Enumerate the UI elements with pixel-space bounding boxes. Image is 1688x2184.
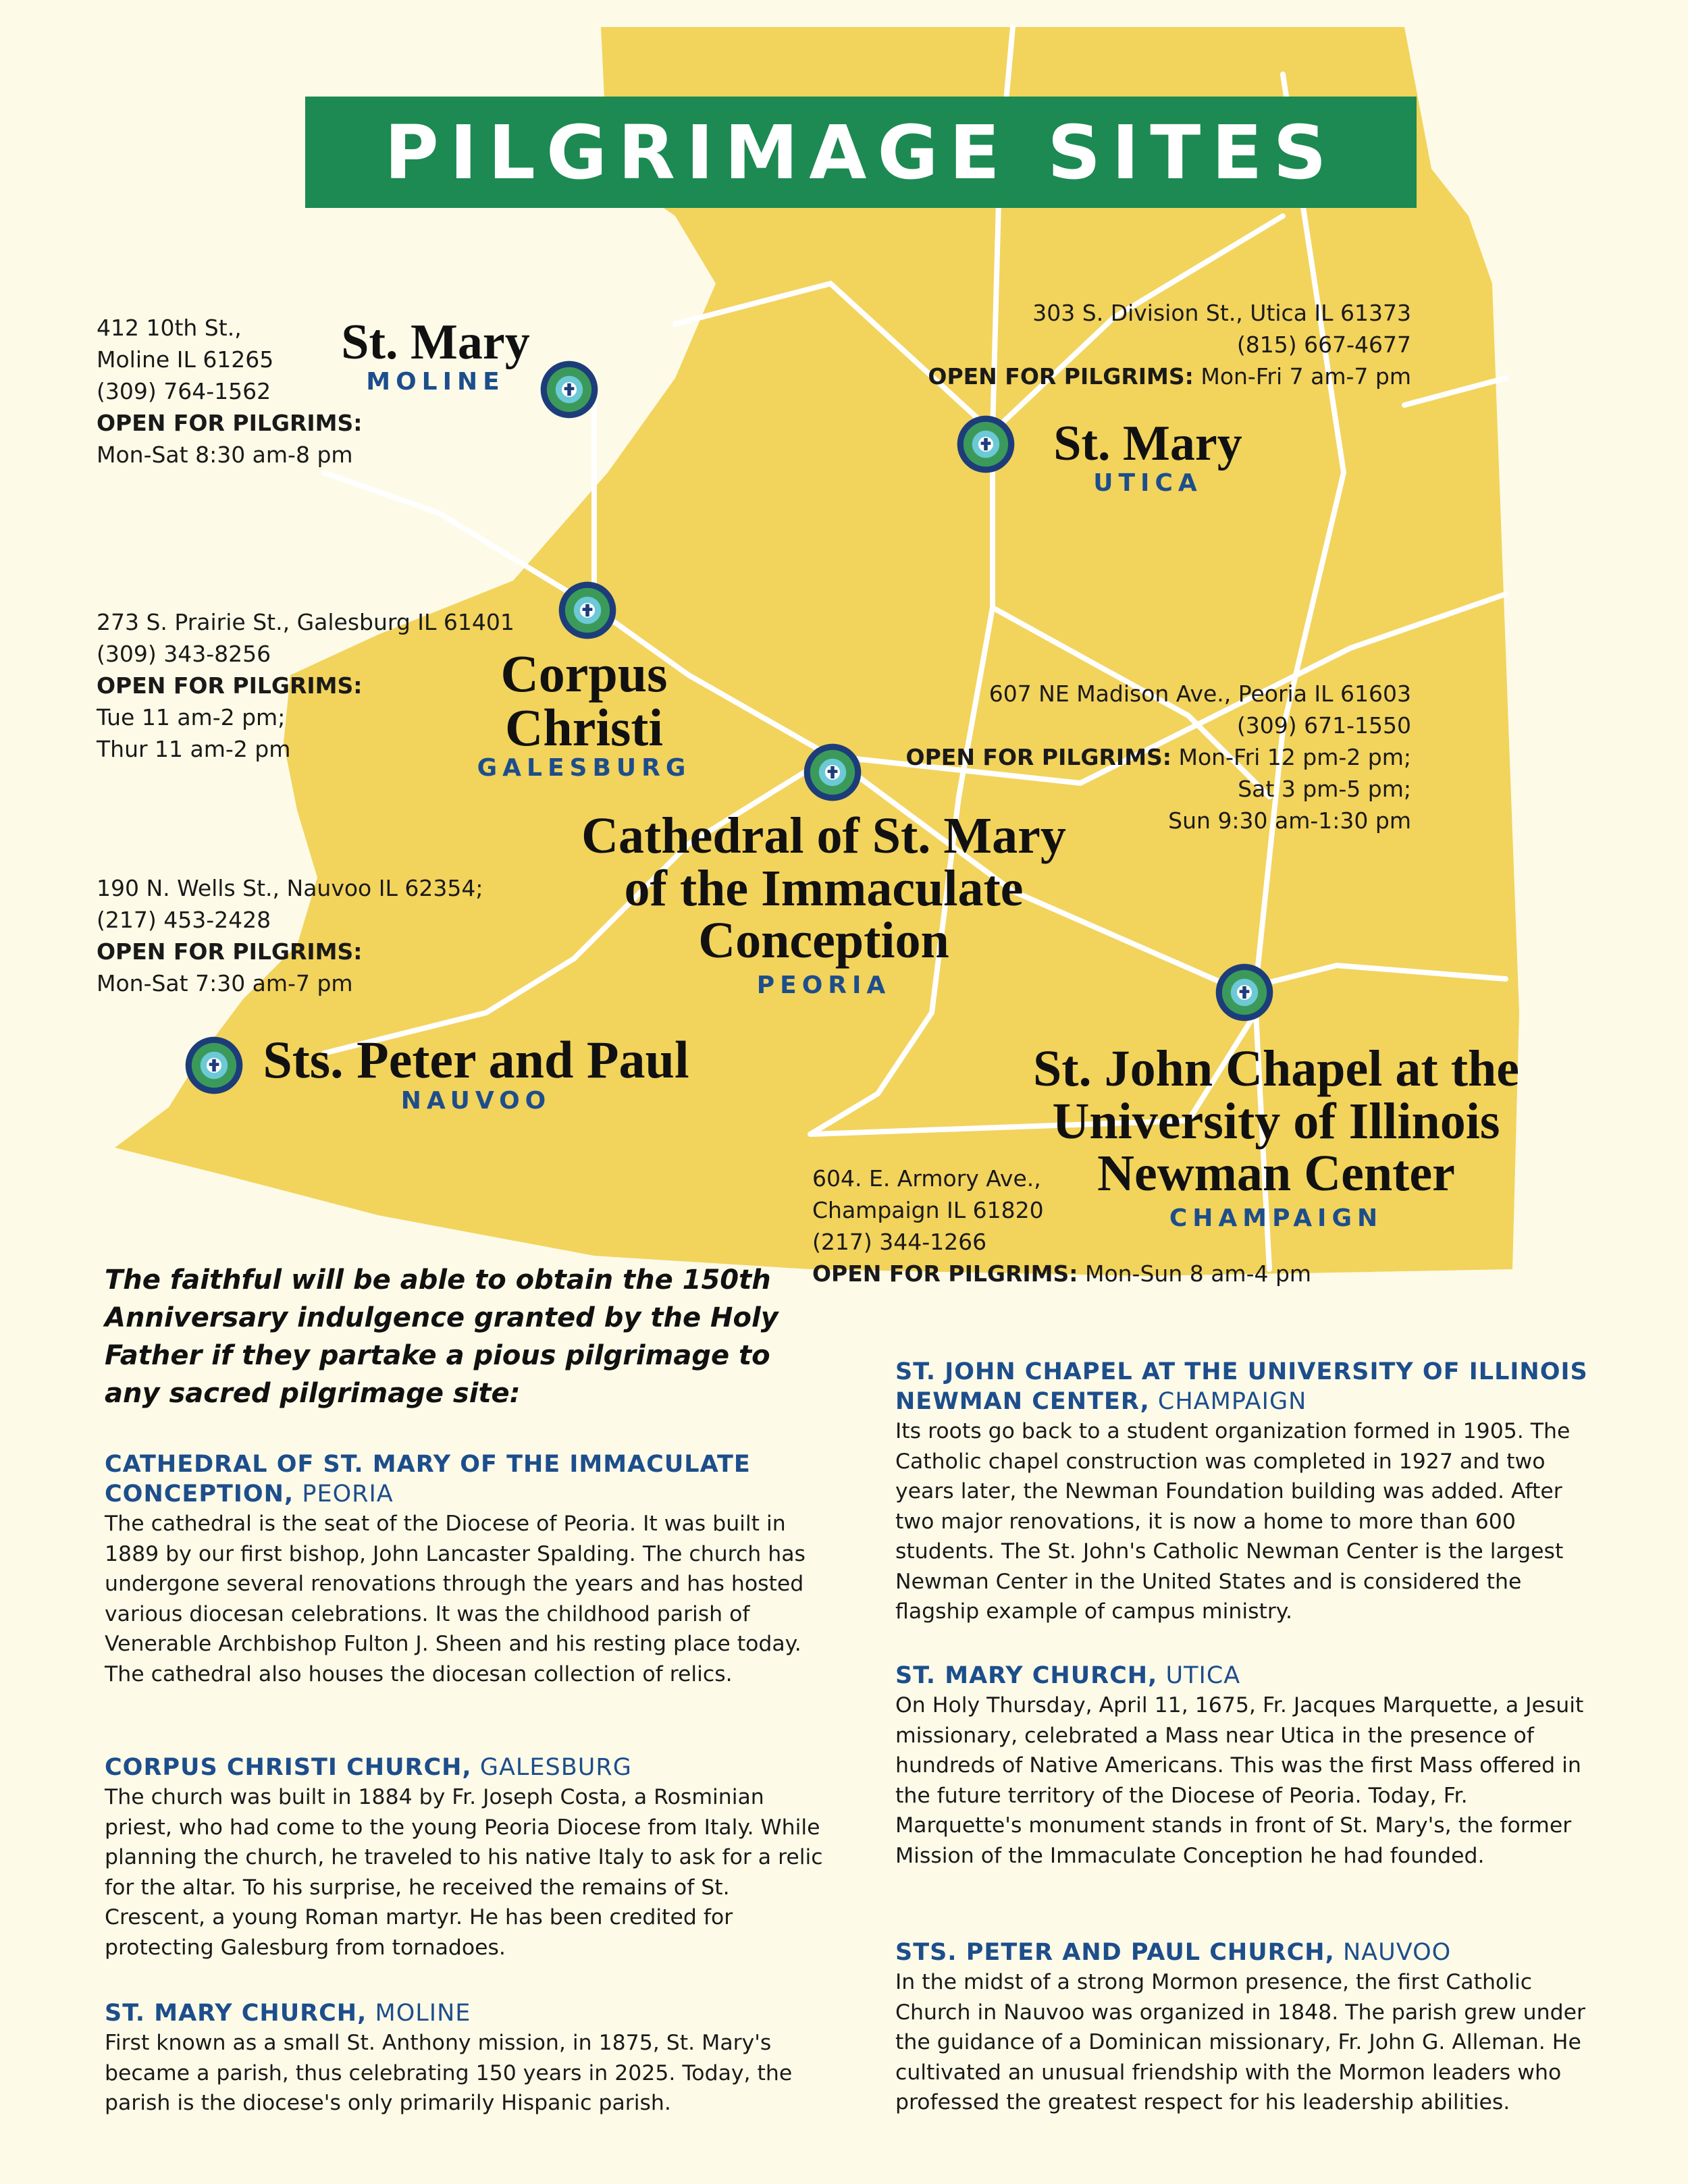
site-city: CHAMPAIGN — [1169, 1204, 1383, 1232]
site-label-moline — [331, 317, 540, 396]
site-name: Corpus Christi — [500, 644, 668, 757]
address-line: Champaign IL 61820 — [812, 1197, 1044, 1223]
open-label: OPEN FOR PILGRIMS: — [97, 672, 363, 699]
church-marker-icon — [556, 579, 618, 641]
address-line: 190 N. Wells St., Nauvoo IL 62354; — [97, 875, 483, 901]
site-city: GALESBURG — [477, 754, 691, 782]
entry-corpus-christi — [105, 1753, 834, 1963]
address-line: 273 S. Prairie St., Galesburg IL 61401 — [97, 609, 515, 635]
site-name: Newman Center — [1097, 1145, 1455, 1202]
hours-line: Mon-Sat 8:30 am-8 pm — [97, 442, 353, 468]
indulgence-intro: The faithful will be able to obtain the 150th Anniversary indulgence granted by the Holy Father if they partake a pious pilgrimage to any sacred pilgrimage site: — [105, 1264, 779, 1409]
entry-city: UTICA — [1165, 1662, 1241, 1689]
site-name: Cathedral of St. Mary — [581, 807, 1066, 864]
open-label: OPEN FOR PILGRIMS: — [812, 1260, 1078, 1287]
site-name: St. Mary — [1053, 416, 1242, 471]
entry-heading: CATHEDRAL OF ST. MARY OF THE IMMACULATE CONCEPTION, — [105, 1451, 751, 1508]
address-line: 604. E. Armory Ave., — [812, 1165, 1041, 1192]
address-line: 607 NE Madison Ave., Peoria IL 61603 — [988, 681, 1411, 707]
address-line: Moline IL 61265 — [97, 346, 274, 373]
hours-line: Mon-Fri 7 am-7 pm — [1201, 363, 1411, 390]
site-name: University of Illinois — [1052, 1092, 1500, 1150]
moline-address-block — [97, 312, 362, 471]
phone: (217) 453-2428 — [97, 907, 271, 933]
church-marker-icon — [538, 358, 600, 421]
site-city: NAUVOO — [400, 1086, 552, 1115]
entry-body: The church was built in 1884 by Fr. Joseph Costa, a Rosminian priest, who had come to the young Peoria Diocese from Italy. While planning the church, he traveled to his native Italy to ask for a relic for the altar. To his surprise, he received the remains of St. Crescent, a young Roman martyr. He has been credited for protecting Galesburg from tornadoes. — [105, 1785, 823, 1960]
entry-city: PEORIA — [302, 1481, 394, 1508]
site-name: St. John Chapel at the — [1033, 1040, 1519, 1097]
church-marker-icon — [955, 413, 1017, 475]
church-marker-icon — [183, 1034, 245, 1096]
utica-address-block — [797, 297, 1411, 392]
site-label-utica — [1036, 416, 1259, 498]
entry-heading: STS. PETER AND PAUL CHURCH, — [895, 1939, 1335, 1966]
entry-heading: ST. MARY CHURCH, — [895, 1662, 1158, 1689]
page-title: PILGRIMAGE SITES — [384, 109, 1338, 196]
entry-heading: ST. MARY CHURCH, — [105, 2000, 367, 2027]
champaign-address-block — [812, 1163, 1311, 1289]
phone: (815) 667-4677 — [1236, 331, 1411, 358]
hours-line: Sat 3 pm-5 pm; — [1238, 776, 1411, 802]
site-label-peoria — [560, 807, 1087, 999]
site-city: MOLINE — [366, 368, 505, 396]
entry-city: MOLINE — [375, 2000, 471, 2027]
hours-line: Mon-Sat 7:30 am-7 pm — [97, 970, 353, 996]
hours-line: Tue 11 am-2 pm; — [97, 704, 286, 730]
entry-st-john — [895, 1357, 1598, 1627]
address-line: 412 10th St., — [97, 315, 242, 341]
phone: (309) 671-1550 — [1236, 712, 1411, 739]
entry-city: NAUVOO — [1343, 1939, 1452, 1966]
open-label: OPEN FOR PILGRIMS: — [97, 410, 363, 436]
open-label: OPEN FOR PILGRIMS: — [97, 938, 363, 965]
site-name: Conception — [698, 912, 949, 969]
title-banner — [305, 97, 1417, 208]
site-city: UTICA — [1093, 469, 1203, 498]
entry-st-mary-moline — [105, 1998, 834, 2119]
entry-city: CHAMPAIGN — [1157, 1388, 1307, 1415]
church-marker-icon — [1213, 961, 1275, 1023]
phone: (217) 344-1266 — [812, 1229, 987, 1255]
site-name: of the Immaculate — [624, 859, 1024, 917]
site-name: Sts. Peter and Paul — [263, 1030, 689, 1089]
entry-body: Its roots go back to a student organization formed in 1905. The Catholic chapel construction was completed in 1927 and two years later, the Newman Foundation building was added. After two major renovations, it is now a home to more than 600 students. The St. John's Catholic Newman Center is the largest Newman Center in the United States and is considered the flagship example of campus ministry. — [895, 1419, 1571, 1624]
address-line: 303 S. Division St., Utica IL 61373 — [1032, 300, 1411, 326]
entry-city: GALESBURG — [479, 1754, 632, 1781]
entry-body: The cathedral is the seat of the Diocese of Peoria. It was built in 1889 by our first bishop, John Lancaster Spalding. The church has undergone several renovations through the years and has hosted various diocesan celebrations. It was the childhood parish of Venerable Archbishop Fulton J. Sheen and his resting place today. The cathedral also houses the diocesan collection of relics. — [105, 1512, 806, 1686]
entry-heading: CORPUS CHRISTI CHURCH, — [105, 1754, 472, 1781]
entry-body: On Holy Thursday, April 11, 1675, Fr. Jacques Marquette, a Jesuit missionary, celebrated a Mass near Utica in the presence of hundreds of Native Americans. This was the first Mass offered in the future territory of the Diocese of Peoria. Today, Fr. Marquette's monument stands in front of St. Mary's, the former Mission of the Immaculate Conception he had founded. — [895, 1693, 1584, 1868]
open-label: OPEN FOR PILGRIMS: — [928, 363, 1194, 390]
entry-body: First known as a small St. Anthony mission, in 1875, St. Mary's became a parish, thus celebrating 150 years in 2025. Today, the parish is the diocese's only primarily Hispanic parish. — [105, 2031, 793, 2115]
hours-line: Thur 11 am-2 pm — [97, 736, 291, 762]
hours-line: Sun 9:30 am-1:30 pm — [1168, 807, 1411, 834]
open-label: OPEN FOR PILGRIMS: — [905, 744, 1172, 770]
hours-line: Mon-Fri 12 pm-2 pm; — [1178, 744, 1411, 770]
site-label-nauvoo — [257, 1030, 695, 1115]
site-label-galesburg — [415, 644, 753, 782]
nauvoo-address-block — [97, 872, 483, 999]
phone: (309) 343-8256 — [97, 641, 271, 667]
entry-cathedral — [105, 1449, 834, 1689]
phone: (309) 764-1562 — [97, 378, 271, 404]
entry-heading: ST. JOHN CHAPEL AT THE UNIVERSITY OF ILLINOIS NEWMAN CENTER, — [895, 1358, 1588, 1415]
hours-line: Mon-Sun 8 am-4 pm — [1084, 1260, 1312, 1287]
site-name: St. Mary — [341, 315, 530, 370]
site-city: PEORIA — [756, 971, 891, 999]
entry-sts-peter-paul — [895, 1938, 1598, 2118]
entry-st-mary-utica — [895, 1661, 1598, 1871]
entry-body: In the midst of a strong Mormon presence, the first Catholic Church in Nauvoo was organized in 1848. The parish grew under the guidance of a Dominican missionary, Fr. John G. Alleman. He cultivated an unusual friendship with the Mormon leaders who professed the greatest respect for his leadership abilities. — [895, 1970, 1585, 2114]
